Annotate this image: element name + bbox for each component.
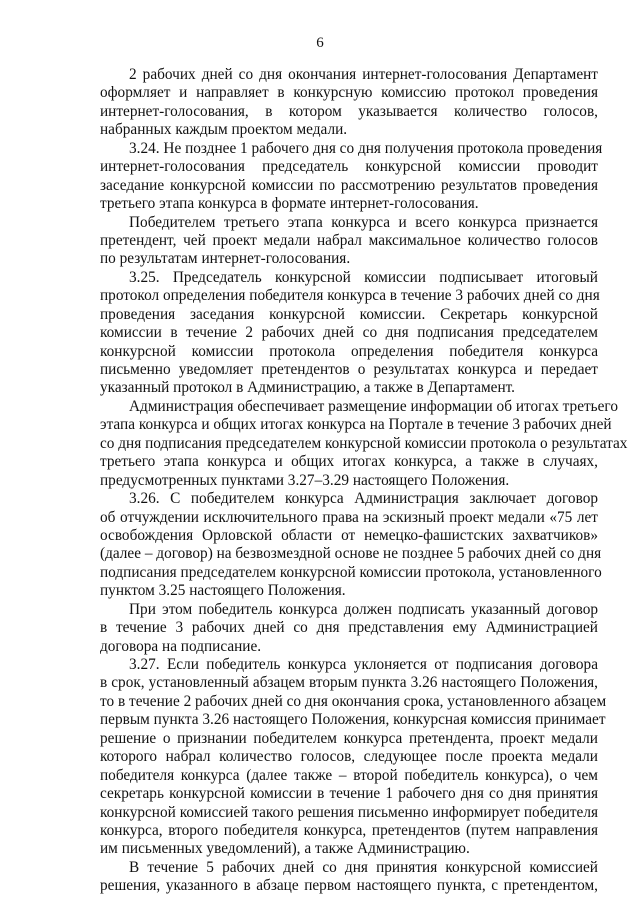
text-line: оформляет и направляет в конкурсную комиссию протокол проведения	[100, 84, 598, 102]
text-line: конкурса, второго победителя конкурса, претендентов (путем направления	[100, 821, 598, 839]
text-line: В течение 5 рабочих дней со дня принятия конкурсной комиссией	[129, 858, 598, 876]
text-line: письменно уведомляет претендентов о результатах конкурса и передает	[100, 361, 598, 378]
text-line: освобождения Орловской области от немецко-фашистских захватчиков»	[100, 526, 598, 544]
text-line: набранных каждым проектом медали.	[100, 121, 348, 139]
text-line: конкурсной комиссией такого решения письменно информирует победителя	[100, 803, 598, 821]
text-line: указанный протокол в Администрацию, а также в Департамент.	[100, 379, 516, 397]
page-number: 6	[316, 35, 324, 51]
text-line: об отчуждении исключительного права на эскизный проект медали «75 лет	[100, 508, 598, 526]
paragraph	[100, 139, 603, 214]
text-line: Администрация обеспечивает размещение информации об итогах третьего	[129, 397, 618, 415]
paragraph	[100, 269, 598, 398]
text-line: пунктом 3.25 настоящего Положения.	[100, 582, 346, 600]
document-body	[100, 66, 628, 896]
paragraph	[100, 214, 598, 269]
text-line: предусмотренных пунктами 3.27–3.29 настоящего Положения.	[100, 471, 510, 489]
text-line: третьего этапа конкурса в формате интернет-голосования.	[100, 195, 479, 213]
paragraph	[100, 601, 598, 656]
text-line: со дня подписания председателем конкурсной комиссии протокола о результатах	[100, 434, 628, 452]
text-line: решения, указанного в абзаце первом настоящего пункта, с претендентом,	[100, 877, 598, 895]
text-line: (далее – договор) на безвозмездной основе не позднее 5 рабочих дней со дня	[100, 545, 602, 563]
text-line: в течение 3 рабочих дней со дня представления ему Администрацией	[100, 619, 598, 637]
text-line: претендент, чей проект медали набрал максимальное количество голосов	[100, 231, 598, 249]
text-line: комиссии в течение 2 рабочих дней со дня подписания председателем	[100, 324, 598, 342]
text-line: третьего этапа конкурса и общих итогах конкурса, а также в случаях,	[100, 453, 598, 471]
text-line: этапа конкурса и общих итогах конкурса на Портале в течение 3 рабочих дней	[100, 416, 612, 434]
text-line: по результатам интернет-голосования.	[100, 250, 351, 268]
text-line: победителя конкурса (далее также – второй победитель конкурса), о чем	[100, 766, 598, 784]
text-line: им письменных уведомлений), а также Администрацию.	[100, 840, 470, 858]
text-line: в срок, установленный абзацем вторым пункта 3.26 настоящего Положения,	[100, 674, 598, 692]
text-line: 3.27. Если победитель конкурса уклоняется от подписания договора	[129, 656, 598, 673]
text-line: интернет-голосования, в котором указывается количество голосов,	[100, 102, 598, 120]
text-line: 3.25. Председатель конкурсной комиссии подписывает итоговый	[129, 268, 598, 286]
text-line: решение о признании победителем конкурса претендента, проект медали	[100, 729, 598, 747]
paragraph	[100, 397, 628, 490]
paragraph	[100, 490, 602, 601]
text-line: При этом победитель конкурса должен подписать указанный договор	[129, 600, 598, 618]
text-line: которого набрал количество голосов, следующее после проекта медали	[100, 748, 598, 766]
text-line: 3.24. Не позднее 1 рабочего дня со дня получения протокола проведения	[129, 139, 603, 157]
text-line: подписания председателем конкурсной комиссии протокола, установленного	[100, 563, 602, 581]
text-line: договора на подписание.	[100, 637, 262, 655]
text-line: заседание конкурсной комиссии по рассмотрению результатов проведения	[100, 176, 598, 194]
text-line: первым пункта 3.26 настоящего Положения, конкурсная комиссия принимает	[100, 711, 606, 729]
text-line: 2 рабочих дней со дня окончания интернет-голосования Департамент	[129, 66, 598, 83]
paragraph	[100, 66, 598, 140]
text-line: то в течение 2 рабочих дней со дня окончания срока, установленного абзацем	[100, 692, 607, 710]
paragraph	[100, 656, 607, 859]
text-line: Победителем третьего этапа конкурса и всего конкурса признается	[129, 213, 598, 231]
text-line: конкурсной комиссии протокола определения победителя конкурса	[100, 342, 598, 360]
paragraph	[100, 859, 598, 896]
text-line: секретарь конкурсной комиссии в течение 1 рабочего дня со дня принятия	[100, 785, 598, 803]
text-line: 3.26. С победителем конкурса Администрация заключает договор	[129, 490, 598, 508]
text-line: протокол определения победителя конкурса в течение 3 рабочих дней со дня	[100, 287, 600, 305]
text-line: проведения заседания конкурсной комиссии. Секретарь конкурсной	[100, 305, 598, 323]
text-line: интернет-голосования председатель конкурсной комиссии проводит	[100, 158, 598, 176]
